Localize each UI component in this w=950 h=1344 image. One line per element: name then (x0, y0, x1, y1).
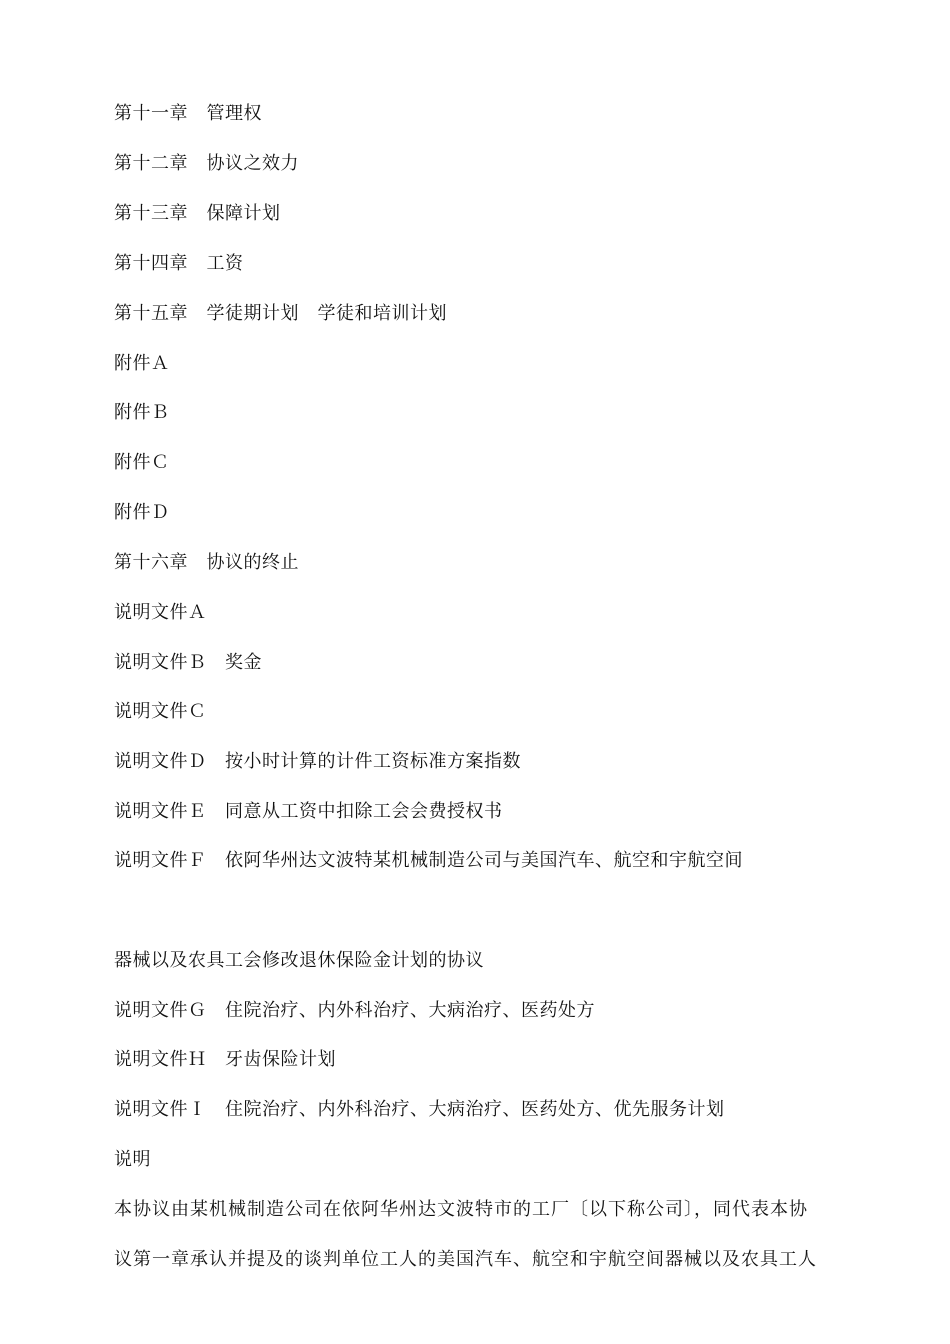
toc-line: 说明文件Ｈ 牙齿保险计划 (114, 1049, 336, 1070)
body-paragraph-line: 议第一章承认并提及的谈判单位工人的美国汽车、航空和宇航空间器械以及农具工人 (114, 1249, 817, 1270)
toc-line: 器械以及农具工会修改退休保险金计划的协议 (114, 950, 484, 971)
toc-line: 第十四章 工资 (114, 253, 244, 274)
toc-line: 说明文件Ｆ 依阿华州达文波特某机械制造公司与美国汽车、航空和宇航空间 (114, 850, 743, 871)
toc-line: 说明文件Ｄ 按小时计算的计件工资标准方案指数 (114, 751, 521, 772)
toc-line: 说明文件Ａ (114, 602, 207, 623)
toc-line: 第十三章 保障计划 (114, 203, 281, 224)
body-paragraph-line: 本协议由某机械制造公司在依阿华州达文波特市的工厂〔以下称公司〕，同代表本协 (114, 1199, 808, 1220)
toc-line: 说明文件Ｉ 住院治疗、内外科治疗、大病治疗、医药处方、优先服务计划 (114, 1099, 725, 1120)
toc-line: 第十五章 学徒期计划 学徒和培训计划 (114, 303, 447, 324)
toc-line: 第十一章 管理权 (114, 103, 262, 124)
toc-line: 附件Ｃ (114, 452, 170, 473)
toc-line: 附件Ｂ (114, 402, 170, 423)
section-heading: 说明 (114, 1149, 151, 1170)
toc-line: 说明文件Ｅ 同意从工资中扣除工会会费授权书 (114, 801, 503, 822)
toc-line: 说明文件Ｂ 奖金 (114, 652, 262, 673)
toc-line: 第十六章 协议的终止 (114, 552, 299, 573)
toc-line: 附件Ｄ (114, 502, 170, 523)
toc-line: 说明文件Ｃ (114, 701, 207, 722)
toc-line: 说明文件Ｇ 住院治疗、内外科治疗、大病治疗、医药处方 (114, 1000, 595, 1021)
toc-line: 第十二章 协议之效力 (114, 153, 299, 174)
toc-line: 附件Ａ (114, 353, 170, 374)
